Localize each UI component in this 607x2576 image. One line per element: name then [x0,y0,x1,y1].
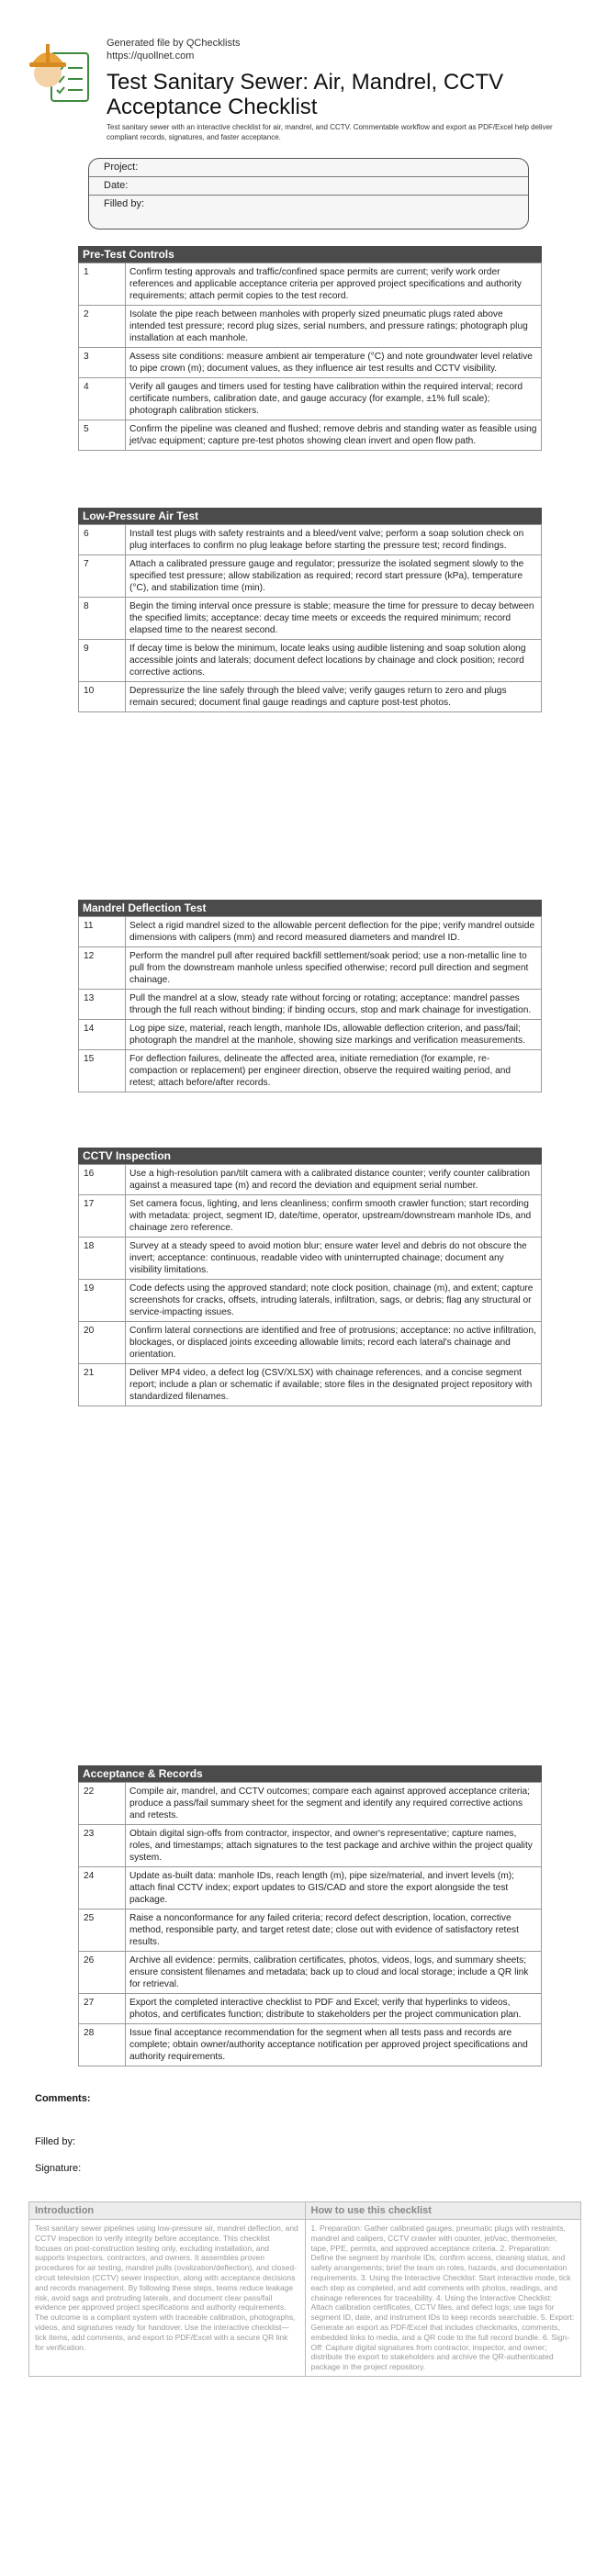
item-number: 20 [79,1322,126,1364]
item-text: If decay time is below the minimum, locate leaks using audible listening and soap solution along accessible joints and laterals; document defect locations by chainage and clock position; record corrective actions. [126,640,542,682]
item-text: Survey at a steady speed to avoid motion blur; ensure water level and debris do not obscure the invert; acceptance: continuous, readable video with uninterrupted chainage; document any visibility limitations. [126,1238,542,1280]
item-number: 8 [79,598,126,640]
section-pre-test-controls [78,246,542,451]
item-number: 12 [79,947,126,990]
how-to-text: 1. Preparation: Gather calibrated gauges, pneumatic plugs with restraints, mandrel and calipers, CCTV crawler with counter, jet/vac, thermometer, tape, PPE, permits, and approved acceptance criteria. 2. Preparation: Define the segment by manhole IDs, confirm access, cleaning status, and safety arrangements; brief the team on roles, hazards, and documentation requirements. 3. Using the Interactive Checklist: Start interactive mode, tick each step as completed, and add comments with photos, readings, and chainage references for traceability. 4. Using the Interactive Checklist: Attach calibration certificates, CCTV files, and defect logs; use tags for segment ID, date, and instrument IDs to keep records searchable. 5. Export: Generate an export as PDF/Excel that includes checkmarks, comments, embedded links to media, and a QR code to the full record bundle. 6. Sign-Off: Capture digital signatures from contractor, inspector, and owner; distribute the export to stakeholders and archive the QR-authenticated package in the project repository. [310,2223,575,2372]
qchecklists-logo-icon [28,37,94,103]
page-title: Test Sanitary Sewer: Air, Mandrel, CCTV Acceptance Checklist [107,70,504,119]
item-number: 1 [79,263,126,306]
checklist-table [78,1164,542,1406]
checklist-table [78,524,542,712]
item-number: 7 [79,555,126,598]
checklist-row[interactable] [79,348,542,378]
intro-table-body [29,2220,580,2376]
item-text: For deflection failures, delineate the affected area, initiate remediation (for example, re-compaction or replacement) per engineer direction, observe the required waiting period, and retest; attach before/after records. [126,1050,542,1092]
item-text: Deliver MP4 video, a defect log (CSV/XLSX) with chainage references, and a concise segment report; include a plan or schematic if available; store files in the designated project repository with standardized filenames. [126,1364,542,1406]
checklist-row[interactable] [79,1910,542,1952]
checklist-row[interactable] [79,1867,542,1910]
item-number: 6 [79,525,126,555]
item-number: 25 [79,1910,126,1952]
item-number: 26 [79,1952,126,1994]
item-text: Confirm testing approvals and traffic/confined space permits are current; verify work order references and applicable acceptance criteria per approved project specifications and authority requirements; attach permit copies to the test record. [126,263,542,306]
checklist-row[interactable] [79,1952,542,1994]
item-text: Pull the mandrel at a slow, steady rate without forcing or rotating; acceptance: mandrel passes through the full reach without binding; if binding occurs, stop and mark chainage for investigation. [126,990,542,1020]
checklist-row[interactable] [79,1280,542,1322]
generated-by: Generated file by QChecklists [107,38,241,49]
item-number: 23 [79,1825,126,1867]
section-mandrel-deflection-test [78,900,542,1092]
item-number: 11 [79,917,126,947]
filled-by-label[interactable]: Filled by: [35,2136,76,2147]
checklist-row[interactable] [79,1783,542,1825]
item-text: Code defects using the approved standard; note clock position, chainage (m), and extent; capture screenshots for cracks, offsets, intruding laterals, infiltration, sags, or debris; flag any structural or service-impacting issues. [126,1280,542,1322]
project-info-box [88,158,529,230]
checklist-table [78,263,542,451]
checklist-row[interactable] [79,1050,542,1092]
checklist-row[interactable] [79,2024,542,2066]
checklist-row[interactable] [79,1020,542,1050]
item-number: 19 [79,1280,126,1322]
item-text: Select a rigid mandrel sized to the allowable percent deflection for the pipe; verify mandrel outside dimensions with calipers (mm) and record measured diameters and mandrel ID. [126,917,542,947]
item-text: Use a high-resolution pan/tilt camera with a calibrated distance counter; verify counter calibration against a measured tape (m) and record the deviation and equipment serial number. [126,1165,542,1195]
item-number: 22 [79,1783,126,1825]
item-text: Set camera focus, lighting, and lens cleanliness; confirm smooth crawler function; start recording with metadata: project, segment ID, date/time, operator, upstream/downstream manhole IDs, and chainage zero reference. [126,1195,542,1238]
item-text: Depressurize the line safely through the bleed valve; verify gauges return to zero and plugs remain secured; document final gauge readings and capture post-test photos. [126,682,542,712]
filled-by-field[interactable]: Filled by: [104,198,145,209]
checklist-row[interactable] [79,1825,542,1867]
checklist-row[interactable] [79,682,542,712]
checklist-table [78,1782,542,2066]
introduction-text: Test sanitary sewer pipelines using low-pressure air, mandrel deflection, and CCTV inspection to verify integrity before acceptance. This checklist focuses on post-construction testing only, excluding installation, and supports inspectors, contractors, and owners. It assembles proven procedures for air testing, mandrel pulls (ovalization/deflection), and closed-circuit television (CCTV) sewer inspection, along with acceptance decisions and records management. By following these steps, teams reduce leakage risk, avoid sags and protruding laterals, and document clear pass/fail evidence per approved project specifications and authority requirements. The outcome is a compliant system with traceable calibration, photographs, videos, and signatures ready for handover. Use the interactive checklist—tick items, add comments, and export to PDF/Excel with a secure QR link for verification. [29,2220,306,2376]
checklist-row[interactable] [79,420,542,451]
section-cctv-inspection [78,1148,542,1406]
signature-label[interactable]: Signature: [35,2163,82,2174]
item-number: 14 [79,1020,126,1050]
item-text: Isolate the pipe reach between manholes with properly sized pneumatic plugs rated above intended test pressure; record plug sizes, serial numbers, and pressure ratings; photograph plug installation at each manhole. [126,306,542,348]
item-number: 15 [79,1050,126,1092]
item-text: Compile air, mandrel, and CCTV outcomes; compare each against approved acceptance criteria; produce a pass/fail summary sheet for the segment and identify any required corrective actions and retests. [126,1783,542,1825]
item-text: Begin the timing interval once pressure is stable; measure the time for pressure to decay between the specified limits; acceptance: decay time meets or exceeds the required minimum; record elapsed time to the nearest second. [126,598,542,640]
item-text: Log pipe size, material, reach length, manhole IDs, allowable deflection criterion, and pass/fail; photograph the mandrel at the manhole, showing size markings and verification measurements. [126,1020,542,1050]
item-text: Export the completed interactive checklist to PDF and Excel; verify that hyperlinks to videos, photos, and certificates function; distribute to stakeholders per the project communication plan. [126,1994,542,2024]
item-number: 2 [79,306,126,348]
checklist-row[interactable] [79,555,542,598]
section-title: Mandrel Deflection Test [78,900,542,916]
section-title: Low-Pressure Air Test [78,508,542,524]
checklist-row[interactable] [79,990,542,1020]
checklist-row[interactable] [79,378,542,420]
section-acceptance-records [78,1765,542,2066]
item-text: Verify all gauges and timers used for testing have calibration within the required interval; record certificate numbers, calibration date, and gauge accuracy (for example, ±1% full scale); photograph calibration stickers. [126,378,542,420]
checklist-row[interactable] [79,1994,542,2024]
section-low-pressure-air-test [78,508,542,712]
section-title: CCTV Inspection [78,1148,542,1164]
checklist-row[interactable] [79,1195,542,1238]
item-number: 4 [79,378,126,420]
item-number: 16 [79,1165,126,1195]
how-to-heading: How to use this checklist [310,2205,432,2216]
item-number: 3 [79,348,126,378]
item-number: 17 [79,1195,126,1238]
item-number: 18 [79,1238,126,1280]
project-field[interactable]: Project: [89,159,528,177]
checklist-row[interactable] [79,263,542,306]
item-number: 28 [79,2024,126,2066]
checklist-row[interactable] [79,1238,542,1280]
source-url[interactable]: https://quollnet.com [107,50,195,62]
document-header [107,37,584,142]
intro-table [28,2201,581,2377]
checklist-row[interactable] [79,947,542,990]
item-text: Install test plugs with safety restraints and a bleed/vent valve; perform a soap solution check on plug interfaces to confirm no plug leakage before starting the pressure test; record findings. [126,525,542,555]
item-text: Confirm the pipeline was cleaned and flushed; remove debris and standing water as feasible using jet/vac equipment; capture pre-test photos showing clean invert and open flow path. [126,420,542,451]
item-text: Raise a nonconformance for any failed criteria; record defect description, location, corrective method, responsible party, and target retest date; close out with evidence of satisfactory retest results. [126,1910,542,1952]
date-field[interactable]: Date: [89,177,528,196]
item-text: Perform the mandrel pull after required backfill settlement/soak period; use a non-metallic line to pull from the downstream manhole unless specified otherwise; record pull direction and segment chainage. [126,947,542,990]
item-text: Confirm lateral connections are identified and free of protrusions; acceptance: no active infiltration, blockages, or displaced joints exceeding allowable limits; record each lateral's chainage and orientation. [126,1322,542,1364]
item-text: Assess site conditions: measure ambient air temperature (°C) and note groundwater level relative to pipe crown (m); document values, as they influence air test results and CCTV visibility. [126,348,542,378]
item-text: Update as-built data: manhole IDs, reach length (m), pipe size/material, and invert levels (m); attach final CCTV index; export updates to GIS/CAD and store the export alongside the test package. [126,1867,542,1910]
item-number: 24 [79,1867,126,1910]
checklist-table [78,916,542,1092]
checklist-row[interactable] [79,306,542,348]
item-number: 9 [79,640,126,682]
checklist-row[interactable] [79,640,542,682]
item-text: Archive all evidence: permits, calibration certificates, photos, videos, logs, and summary sheets; ensure consistent filenames and metadata; back up to cloud and local storage; include a QR link for retrieval. [126,1952,542,1994]
introduction-heading: Introduction [29,2202,306,2219]
item-number: 10 [79,682,126,712]
intro-table-header [29,2202,580,2220]
checklist-row[interactable] [79,1322,542,1364]
item-text: Obtain digital sign-offs from contractor, inspector, and owner's representative; capture names, roles, and timestamps; attach signatures to the test package and archive within the project quality system. [126,1825,542,1867]
section-title: Pre-Test Controls [78,246,542,263]
item-number: 21 [79,1364,126,1406]
checklist-row[interactable] [79,1165,542,1195]
checklist-row[interactable] [79,598,542,640]
checklist-row[interactable] [79,525,542,555]
item-text: Attach a calibrated pressure gauge and regulator; pressurize the isolated segment slowly to the specified test pressure; allow stabilization as required; record start pressure (kPa), temperature (°C), and stabilization time (min). [126,555,542,598]
item-number: 5 [79,420,126,451]
page-description: Test sanitary sewer with an interactive checklist for air, mandrel, and CCTV. Commentable workflow and export as PDF/Excel help deliver compliant records, signatures, and faster acceptance. [107,123,553,141]
checklist-row[interactable] [79,917,542,947]
section-title: Acceptance & Records [78,1765,542,1782]
item-number: 27 [79,1994,126,2024]
comments-label[interactable]: Comments: [35,2093,91,2104]
item-number: 13 [79,990,126,1020]
item-text: Issue final acceptance recommendation for the segment when all tests pass and records are complete; obtain owner/authority acceptance notification per approved project specifications and authority requirements. [126,2024,542,2066]
checklist-row[interactable] [79,1364,542,1406]
